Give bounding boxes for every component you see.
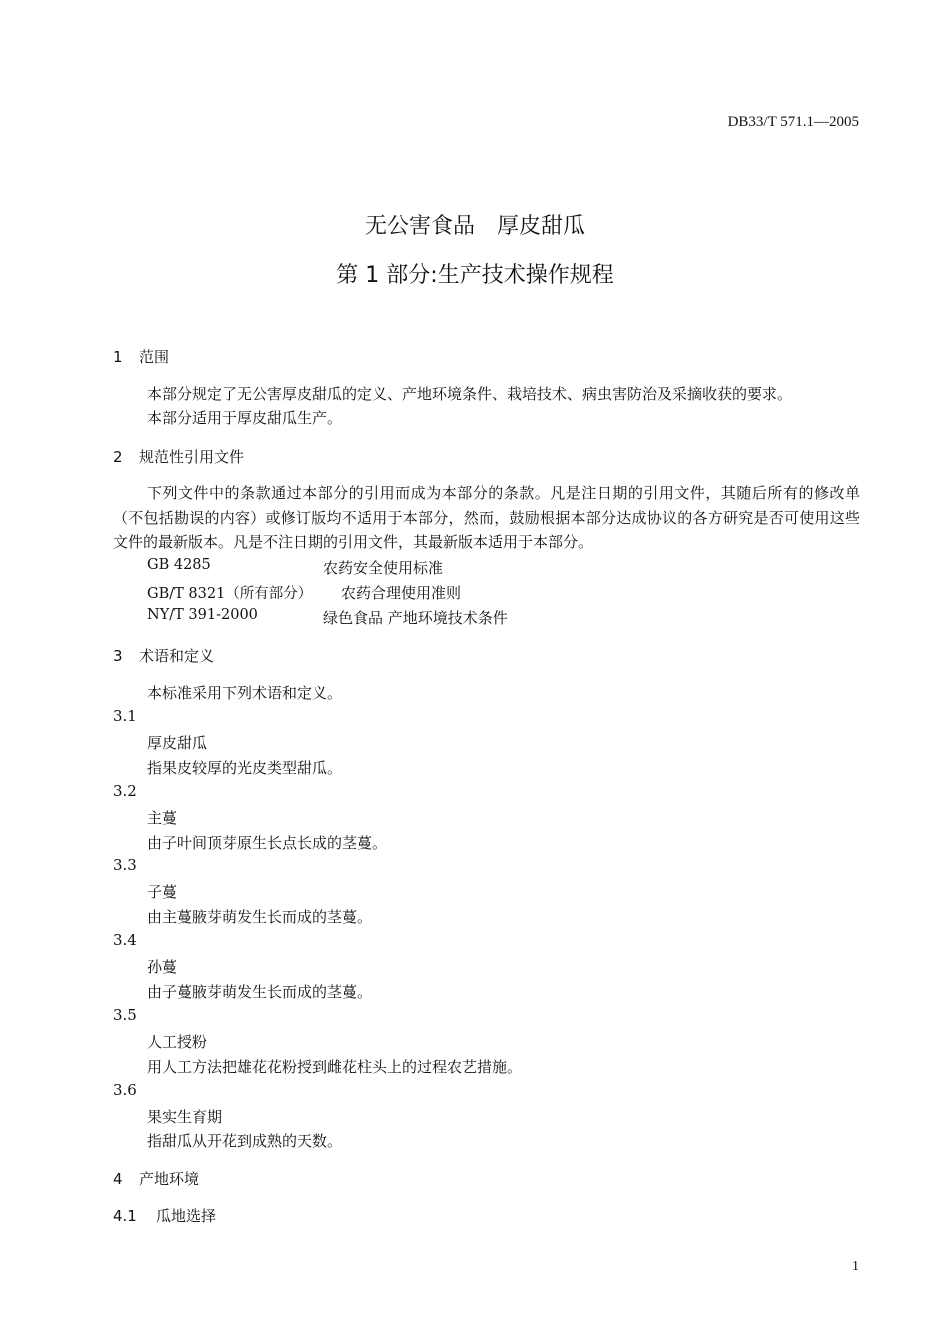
- term-number: 3.5: [113, 1006, 137, 1024]
- document-number: DB33/T 571.1—2005: [727, 114, 859, 130]
- term-definition: 由子蔓腋芽萌发生长而成的茎蔓。: [147, 983, 373, 1001]
- term-number: 3.1: [113, 707, 137, 725]
- term-definition: 由子叶间顶芽原生长点长成的茎蔓。: [147, 834, 388, 852]
- paragraph: 本部分适用于厚皮甜瓜生产。: [147, 409, 343, 427]
- subsection-number: 4.1: [113, 1207, 137, 1225]
- section-number: 1: [113, 348, 123, 366]
- term-name: 人工授粉: [147, 1033, 208, 1051]
- normative-references-paragraph: 下列文件中的条款通过本部分的引用而成为本部分的条款。凡是注日期的引用文件，其随后所有的修改单（不包括勘误的内容）或修订版均不适用于本部分，然而，鼓励根据本部分达成协议的各方研究是否可使用这些文件的最新版本。凡是不注日期的引用文件，其最新版本适用于本部分。: [113, 484, 860, 551]
- reference-title: 农药安全使用标准: [323, 559, 444, 577]
- subsection-title: 瓜地选择: [156, 1207, 217, 1225]
- section-number: 4: [113, 1170, 123, 1188]
- term-name: 厚皮甜瓜: [147, 734, 208, 752]
- section-title: 规范性引用文件: [139, 448, 245, 466]
- section-number: 2: [113, 448, 123, 466]
- term-number: 3.3: [113, 856, 137, 874]
- section-1-heading: [113, 346, 169, 367]
- section-title: 产地环境: [139, 1170, 200, 1188]
- term-number: 3.6: [113, 1081, 137, 1099]
- subsection-4-1-heading: [113, 1205, 216, 1226]
- term-definition: 指甜瓜从开花到成熟的天数。: [147, 1132, 343, 1150]
- paragraph: 本部分规定了无公害厚皮甜瓜的定义、产地环境条件、栽培技术、病虫害防治及采摘收获的要求。: [147, 385, 793, 403]
- section-3-heading: [113, 645, 214, 666]
- reference-code: GB 4285: [147, 557, 211, 573]
- section-title: 范围: [139, 348, 170, 366]
- term-number: 3.4: [113, 931, 137, 949]
- section-4-heading: [113, 1168, 199, 1189]
- term-definition: 指果皮较厚的光皮类型甜瓜。: [147, 759, 343, 777]
- document-subtitle: 第 1 部分:生产技术操作规程: [336, 263, 614, 288]
- term-name: 子蔓: [147, 883, 178, 901]
- term-definition: 用人工方法把雄花花粉授到雌花柱头上的过程农艺措施。: [147, 1058, 523, 1076]
- section-title: 术语和定义: [139, 647, 215, 665]
- reference-title: 绿色食品 产地环境技术条件: [323, 609, 508, 627]
- term-number: 3.2: [113, 782, 137, 800]
- paragraph: 本标准采用下列术语和定义。: [147, 684, 343, 702]
- section-number: 3: [113, 647, 123, 665]
- term-name: 孙蔓: [147, 958, 178, 976]
- term-name: 果实生育期: [147, 1108, 223, 1126]
- term-definition: 由主蔓腋芽萌发生长而成的茎蔓。: [147, 908, 373, 926]
- page-number: 1: [852, 1259, 859, 1274]
- reference-code: NY/T 391-2000: [147, 607, 258, 623]
- reference-code: GB/T 8321（所有部分）: [147, 586, 313, 602]
- document-title: 无公害食品 厚皮甜瓜: [364, 214, 585, 239]
- reference-title: 农药合理使用准则: [341, 584, 462, 602]
- term-name: 主蔓: [147, 809, 178, 827]
- section-2-heading: [113, 446, 244, 467]
